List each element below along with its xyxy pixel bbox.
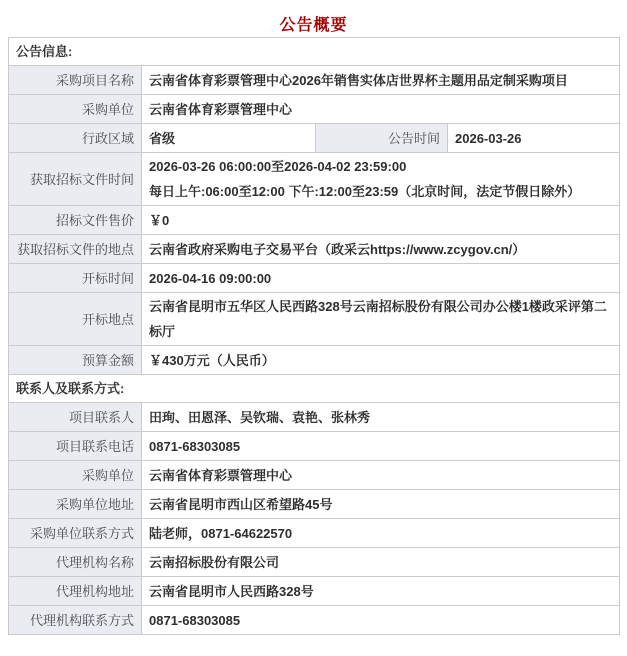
contact-purchaser-value: 云南省体育彩票管理中心: [142, 461, 620, 490]
agency-name-label: 代理机构名称: [9, 548, 142, 577]
row-doc-price: [9, 206, 620, 235]
announcement-summary-table: [8, 37, 620, 635]
doc-obtain-place-label: 获取招标文件的地点: [9, 235, 142, 264]
section-contact-info: [9, 375, 620, 403]
doc-price-value: ￥0: [142, 206, 620, 235]
bid-open-time-value: 2026-04-16 09:00:00: [142, 264, 620, 293]
row-purchaser-address: [9, 490, 620, 519]
project-name-value: 云南省体育彩票管理中心2026年销售实体店世界杯主题用品定制采购项目: [142, 66, 620, 95]
row-doc-obtain-place: [9, 235, 620, 264]
doc-obtain-time-line2: 每日上午:06:00至12:00 下午:12:00至23:59（北京时间，法定节假日除外）: [149, 184, 581, 199]
row-agency-name: [9, 548, 620, 577]
purchaser-contact-value: 陆老师，0871-64622570: [142, 519, 620, 548]
row-budget: [9, 346, 620, 375]
agency-address-label: 代理机构地址: [9, 577, 142, 606]
doc-obtain-time-label: 获取招标文件时间: [9, 153, 142, 206]
row-agency-address: [9, 577, 620, 606]
project-name-label: 采购项目名称: [9, 66, 142, 95]
row-bid-open-place: [9, 293, 620, 346]
announcement-info-header: 公告信息:: [9, 38, 620, 66]
purchaser-address-label: 采购单位地址: [9, 490, 142, 519]
project-phone-label: 项目联系电话: [9, 432, 142, 461]
agency-contact-value: 0871-68303085: [142, 606, 620, 635]
project-phone-value: 0871-68303085: [142, 432, 620, 461]
project-contact-label: 项目联系人: [9, 403, 142, 432]
page-title-text: 公告概要: [279, 17, 348, 34]
purchaser-address-value: 云南省昆明市西山区希望路45号: [142, 490, 620, 519]
section-announcement-info: [9, 38, 620, 66]
row-purchaser: [9, 95, 620, 124]
doc-obtain-time-value: [142, 153, 620, 206]
budget-label: 预算金额: [9, 346, 142, 375]
announce-time-label: 公告时间: [316, 124, 448, 153]
row-purchaser-contact: [9, 519, 620, 548]
row-agency-contact: [9, 606, 620, 635]
region-value: 省级: [142, 124, 316, 153]
row-region-announce-time: [9, 124, 620, 153]
doc-obtain-place-value: 云南省政府采购电子交易平台（政采云https://www.zcygov.cn/）: [142, 235, 620, 264]
purchaser-label: 采购单位: [9, 95, 142, 124]
row-contact-purchaser: [9, 461, 620, 490]
bid-open-place-value: 云南省昆明市五华区人民西路328号云南招标股份有限公司办公楼1楼政采评第二标厅: [142, 293, 620, 346]
page-title: [0, 0, 627, 37]
bid-open-place-label: 开标地点: [9, 293, 142, 346]
purchaser-value: 云南省体育彩票管理中心: [142, 95, 620, 124]
agency-name-value: 云南招标股份有限公司: [142, 548, 620, 577]
region-label: 行政区域: [9, 124, 142, 153]
announce-time-value: 2026-03-26: [448, 124, 620, 153]
row-project-phone: [9, 432, 620, 461]
purchaser-contact-label: 采购单位联系方式: [9, 519, 142, 548]
row-project-contact: [9, 403, 620, 432]
doc-price-label: 招标文件售价: [9, 206, 142, 235]
row-doc-obtain-time: [9, 153, 620, 206]
agency-address-value: 云南省昆明市人民西路328号: [142, 577, 620, 606]
bid-open-time-label: 开标时间: [9, 264, 142, 293]
budget-value: ￥430万元（人民币）: [142, 346, 620, 375]
contact-purchaser-label: 采购单位: [9, 461, 142, 490]
agency-contact-label: 代理机构联系方式: [9, 606, 142, 635]
row-project-name: [9, 66, 620, 95]
row-bid-open-time: [9, 264, 620, 293]
project-contact-value: 田珣、田恩泽、吴钦瑞、袁艳、张林秀: [142, 403, 620, 432]
contact-info-header: 联系人及联系方式:: [9, 375, 620, 403]
doc-obtain-time-line1: 2026-03-26 06:00:00至2026-04-02 23:59:00: [149, 159, 407, 174]
